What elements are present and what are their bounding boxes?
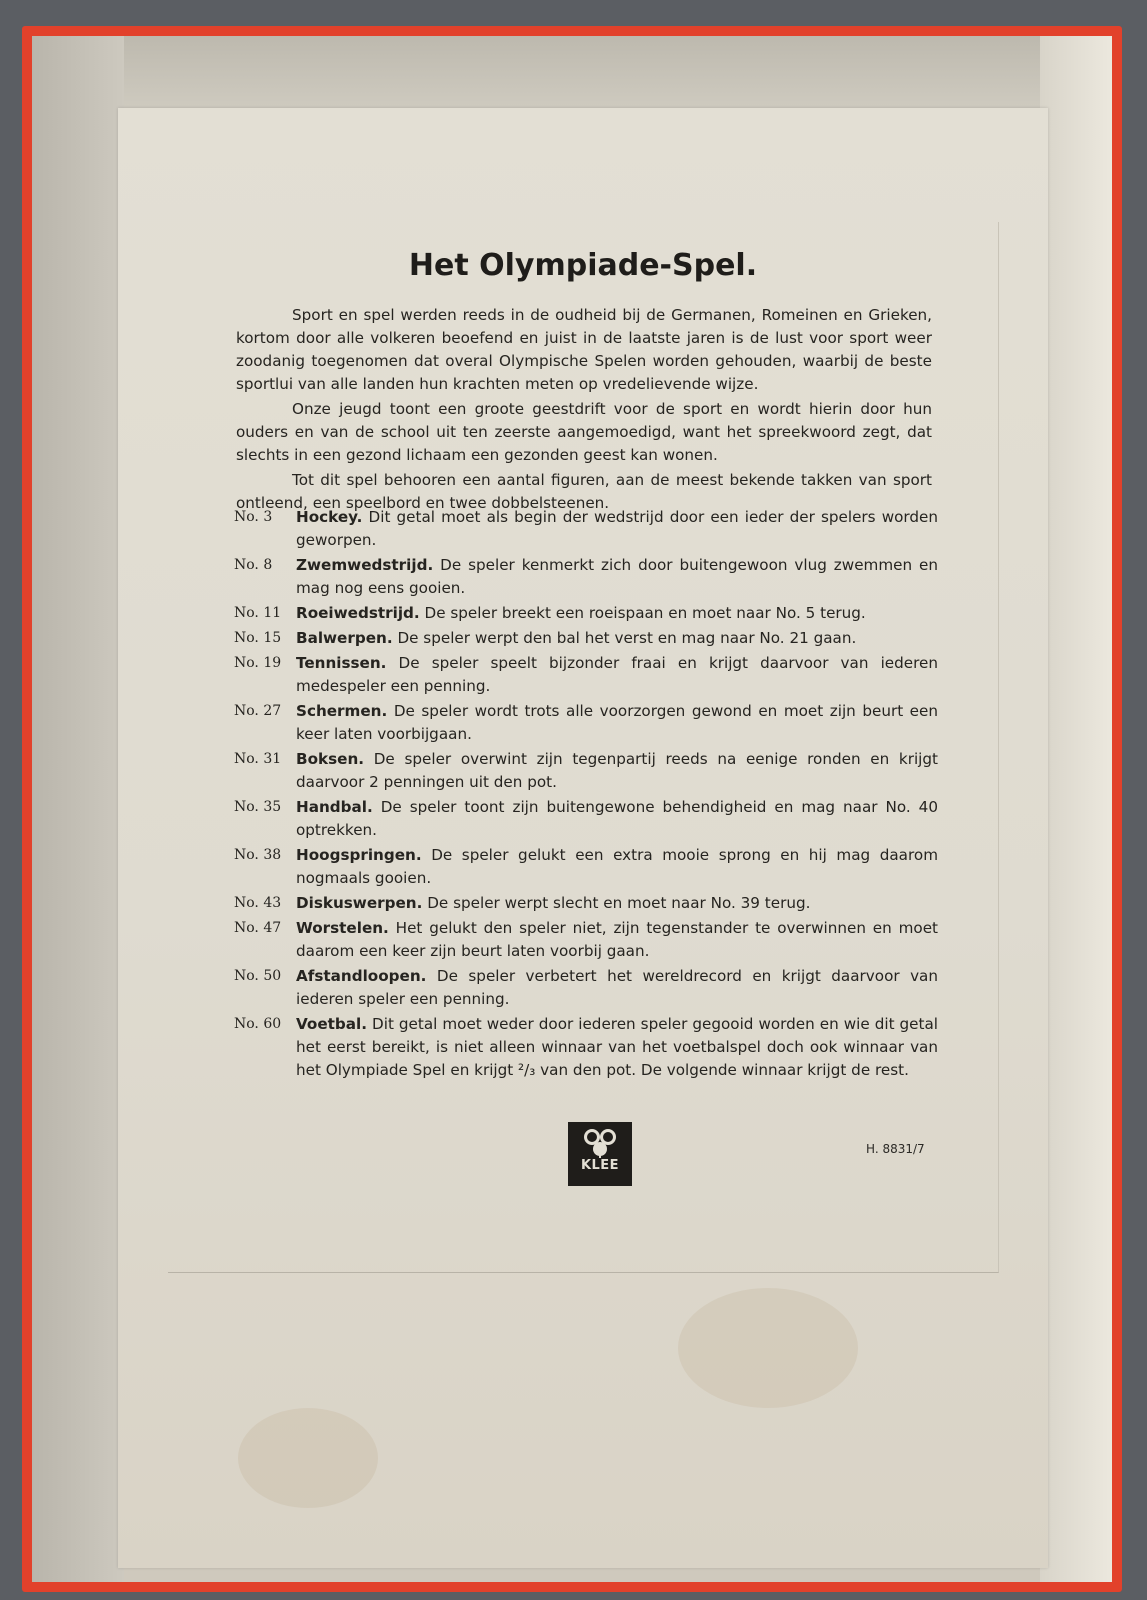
rule-name: Diskuswerpen. bbox=[296, 894, 423, 912]
rule-text: De speler werpt den bal het verst en mag naar No. 21 gaan. bbox=[397, 629, 857, 647]
intro-paragraph: Sport en spel werden reeds in de oudheid bij de Germanen, Romeinen en Grieken, kortom door alle volkeren beoefend en juist in de laatste jaren is de lust voor sport weer zoodanig toegenomen dat overal Olympische Spelen worden gehouden, waarbij de beste sportlui van alle landen hun krachten meten op vredelievende wijze. bbox=[236, 306, 932, 393]
page-title: Het Olympiade-Spel. bbox=[408, 248, 758, 283]
clover-icon bbox=[568, 1122, 632, 1186]
rule-text: Dit getal moet als begin der wedstrijd door een ieder der spelers worden geworpen. bbox=[296, 508, 938, 549]
rule-number: No. 27 bbox=[234, 703, 282, 719]
rule-item bbox=[234, 554, 938, 600]
rule-number: No. 15 bbox=[234, 630, 282, 646]
rule-number: No. 11 bbox=[234, 605, 282, 621]
rule-name: Balwerpen. bbox=[296, 629, 393, 647]
rule-text: De speler wordt trots alle voorzorgen gewond en moet zijn beurt een keer laten voorbijgaan. bbox=[296, 702, 938, 743]
rule-text: De speler speelt bijzonder fraai en krijgt daarvoor van iederen medespeler een penning. bbox=[296, 654, 938, 695]
rule-number: No. 35 bbox=[234, 799, 282, 815]
rule-text: De speler gelukt een extra mooie sprong en hij mag daarom nogmaals gooien. bbox=[296, 846, 938, 887]
rule-name: Hockey. bbox=[296, 508, 363, 526]
rule-name: Roeiwedstrijd. bbox=[296, 604, 420, 622]
rule-name: Tennissen. bbox=[296, 654, 387, 672]
rule-number: No. 31 bbox=[234, 751, 282, 767]
paper-stain bbox=[678, 1288, 858, 1408]
instruction-sheet bbox=[118, 108, 1048, 1568]
rule-item bbox=[234, 796, 938, 842]
rules-list bbox=[234, 506, 938, 1084]
rule-item bbox=[234, 965, 938, 1011]
rule-number: No. 60 bbox=[234, 1016, 282, 1032]
rule-text: De speler verbetert het wereldrecord en krijgt daarvoor van iederen speler een penning. bbox=[296, 967, 938, 1008]
rule-name: Hoogspringen. bbox=[296, 846, 422, 864]
rule-item bbox=[234, 602, 938, 625]
paper-stain bbox=[238, 1408, 378, 1508]
intro-text bbox=[236, 304, 932, 517]
rule-item bbox=[234, 700, 938, 746]
box-wall-right bbox=[1040, 36, 1112, 1582]
rule-text: De speler kenmerkt zich door buitengewoon vlug zwemmen en mag nog eens gooien. bbox=[296, 556, 938, 597]
product-code: H. 8831/7 bbox=[866, 1142, 925, 1156]
rule-name: Worstelen. bbox=[296, 919, 389, 937]
rule-text: De speler overwint zijn tegenpartij reeds na eenige ronden en krijgt daarvoor 2 penningen uit den pot. bbox=[296, 750, 938, 791]
klee-logo bbox=[568, 1122, 632, 1186]
rule-number: No. 19 bbox=[234, 655, 282, 671]
rule-text: De speler werpt slecht en moet naar No. 39 terug. bbox=[427, 894, 811, 912]
rule-name: Handbal. bbox=[296, 798, 373, 816]
rule-item bbox=[234, 1013, 938, 1082]
rule-text: De speler toont zijn buitengewone behendigheid en mag naar No. 40 optrekken. bbox=[296, 798, 938, 839]
logo-text: KLEE bbox=[580, 1158, 620, 1173]
rule-name: Afstandloopen. bbox=[296, 967, 427, 985]
rule-name: Boksen. bbox=[296, 750, 365, 768]
rule-number: No. 8 bbox=[234, 557, 273, 573]
rule-text: Dit getal moet weder door iederen speler gegooid worden en wie dit getal het eerst bereikt, is niet alleen winnaar van het voetbalspel doch ook winnaar van het Olympiade Spel en krijgt ²/₃ van den pot. De volgende winnaar krijgt de rest. bbox=[296, 1015, 939, 1079]
rule-text: De speler breekt een roeispaan en moet naar No. 5 terug. bbox=[424, 604, 866, 622]
rule-name: Schermen. bbox=[296, 702, 388, 720]
rule-item bbox=[234, 844, 938, 890]
intro-paragraph: Tot dit spel behooren een aantal figuren, aan de meest bekende takken van sport ontleend, een speelbord en twee dobbelsteenen. bbox=[236, 471, 932, 512]
box-wall-left bbox=[32, 36, 124, 1582]
rule-item bbox=[234, 892, 938, 915]
rule-item bbox=[234, 652, 938, 698]
rule-item bbox=[234, 917, 938, 963]
rule-item bbox=[234, 506, 938, 552]
rule-text: Het gelukt den speler niet, zijn tegenstander te overwinnen en moet daarom een keer zijn beurt laten voorbij gaan. bbox=[296, 919, 939, 960]
rule-number: No. 3 bbox=[234, 509, 273, 525]
rule-number: No. 50 bbox=[234, 968, 282, 984]
rule-item bbox=[234, 748, 938, 794]
rule-name: Voetbal. bbox=[296, 1015, 368, 1033]
rule-item bbox=[234, 627, 938, 650]
intro-paragraph: Onze jeugd toont een groote geestdrift voor de sport en wordt hierin door hun ouders en van de school uit ten zeerste aangemoedigd, want het spreekwoord zegt, dat slechts in een gezond lichaam een gezonden geest kan wonen. bbox=[236, 400, 932, 464]
rule-name: Zwemwedstrijd. bbox=[296, 556, 434, 574]
rule-number: No. 47 bbox=[234, 920, 282, 936]
rule-number: No. 38 bbox=[234, 847, 282, 863]
rule-number: No. 43 bbox=[234, 895, 282, 911]
